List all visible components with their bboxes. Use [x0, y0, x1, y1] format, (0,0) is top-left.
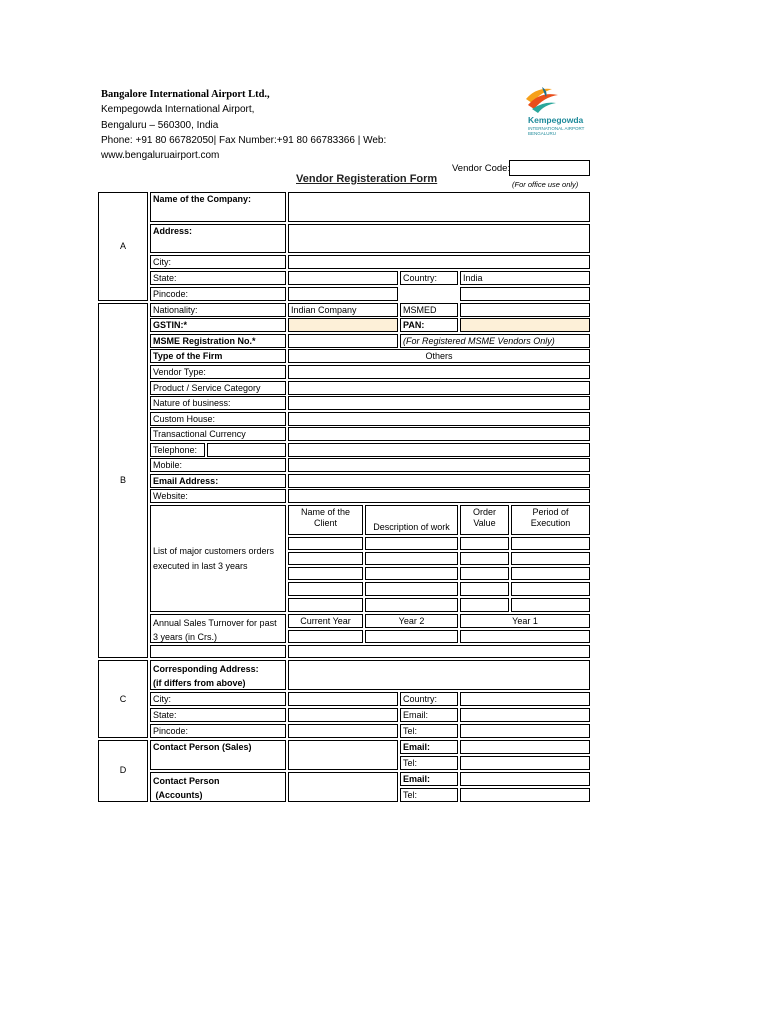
customer-cell[interactable] [511, 598, 590, 612]
currency-label: Transactional Currency [150, 427, 286, 441]
sales-tel-label: Tel: [400, 756, 458, 770]
pincode-extra-field[interactable] [460, 287, 590, 301]
firm-type-field[interactable]: Others [288, 349, 590, 363]
mobile-label: Mobile: [150, 458, 286, 472]
order-value-header: Order Value [460, 505, 509, 535]
address-line-1: Kempegowda International Airport, [101, 104, 255, 115]
firm-type-label: Type of the Firm [150, 349, 286, 363]
telephone-label: Telephone: [150, 443, 205, 457]
period-header: Period of Execution [511, 505, 590, 535]
website-line: www.bengaluruairport.com [101, 150, 220, 161]
customer-cell[interactable] [288, 567, 363, 580]
logo-swoosh-icon [522, 85, 562, 115]
client-name-header: Name of the Client [288, 505, 363, 535]
corr-city-field[interactable] [288, 692, 398, 706]
customer-cell[interactable] [288, 552, 363, 565]
accounts-tel-field[interactable] [460, 788, 590, 802]
corr-address-field[interactable] [288, 660, 590, 690]
msmed-label: MSMED [400, 303, 458, 317]
company-name-label: Name of the Company: [150, 192, 286, 222]
company-name-field[interactable] [288, 192, 590, 222]
office-use-note: (For office use only) [512, 180, 579, 189]
customer-cell[interactable] [365, 552, 458, 565]
vendor-form [97, 191, 591, 803]
state-field[interactable] [288, 271, 398, 285]
accounts-email-label: Email: [400, 772, 458, 786]
pincode-field[interactable] [288, 287, 398, 301]
logo-subtitle: INTERNATIONAL AIRPORT BENGALURU [528, 126, 585, 136]
corr-state-field[interactable] [288, 708, 398, 722]
organization-name: Bangalore International Airport Ltd., [101, 89, 270, 100]
customer-cell[interactable] [288, 582, 363, 596]
telephone-code-field[interactable] [207, 443, 286, 457]
contact-accounts-field[interactable] [288, 772, 398, 802]
form-title: Vendor Registeration Form [296, 173, 438, 185]
customer-cell[interactable] [460, 582, 509, 596]
customer-cell[interactable] [511, 537, 590, 550]
section-a-label: A [119, 241, 126, 251]
customer-cell[interactable] [288, 537, 363, 550]
contact-sales-field[interactable] [288, 740, 398, 770]
city-field[interactable] [288, 255, 590, 269]
address-field[interactable] [288, 224, 590, 253]
customer-cell[interactable] [460, 567, 509, 580]
turnover-label: Annual Sales Turnover for past 3 years (in Crs.) [150, 614, 286, 643]
current-year-header: Current Year [288, 614, 363, 628]
custom-house-field[interactable] [288, 412, 590, 426]
customer-cell[interactable] [511, 567, 590, 580]
sales-email-label: Email: [400, 740, 458, 754]
contact-accounts-label [150, 772, 286, 802]
corr-tel-label: Tel: [400, 724, 458, 738]
corr-pincode-field[interactable] [288, 724, 398, 738]
blank-row-left [150, 645, 286, 658]
msme-reg-field[interactable] [288, 334, 398, 348]
current-year-field[interactable] [288, 630, 363, 643]
country-label: Country: [400, 271, 458, 285]
email-address-field[interactable] [288, 474, 590, 488]
customer-cell[interactable] [288, 598, 363, 612]
pan-label: PAN: [400, 318, 458, 332]
major-customers-label [150, 505, 286, 612]
contact-accounts-line1: Contact Person [153, 776, 220, 786]
year2-header: Year 2 [365, 614, 458, 628]
year1-field[interactable] [460, 630, 590, 643]
blank-row-right[interactable] [288, 645, 590, 658]
customer-cell[interactable] [365, 582, 458, 596]
customer-cell[interactable] [511, 552, 590, 565]
section-d-label: D [119, 765, 127, 775]
accounts-tel-label: Tel: [400, 788, 458, 802]
email-address-label: Email Address: [150, 474, 286, 488]
gstin-label: GSTIN:* [150, 318, 286, 332]
year1-header: Year 1 [460, 614, 590, 628]
corr-email-label: Email: [400, 708, 458, 722]
year2-field[interactable] [365, 630, 458, 643]
address-label: Address: [150, 224, 286, 253]
msme-note: (For Registered MSME Vendors Only) [400, 334, 590, 348]
logo-brand-text: Kempegowda [528, 115, 584, 125]
product-category-field[interactable] [288, 381, 590, 395]
corr-address-note: (if differs from above) [153, 678, 246, 688]
state-label: State: [150, 271, 286, 285]
address-line-2: Bengaluru – 560300, India [101, 120, 219, 131]
sales-email-field[interactable] [460, 740, 590, 754]
vendor-code-label: Vendor Code: [452, 163, 511, 174]
pan-field[interactable] [460, 318, 590, 332]
currency-field[interactable] [288, 427, 590, 441]
contact-sales-label: Contact Person (Sales) [150, 740, 286, 770]
product-category-label: Product / Service Category [150, 381, 286, 395]
kempegowda-logo [516, 85, 596, 145]
corr-pincode-label: Pincode: [150, 724, 286, 738]
nationality-label: Nationality: [150, 303, 286, 317]
website-label: Website: [150, 489, 286, 503]
telephone-field[interactable] [288, 443, 590, 457]
nationality-field[interactable]: Indian Company [288, 303, 398, 317]
country-field[interactable]: India [460, 271, 590, 285]
customer-cell[interactable] [460, 537, 509, 550]
customer-cell[interactable] [460, 552, 509, 565]
contact-line: Phone: +91 80 66782050| Fax Number:+91 80 66783366 | Web: [101, 135, 387, 146]
corr-address-label [150, 660, 286, 690]
corr-state-label: State: [150, 708, 286, 722]
vendor-type-label: Vendor Type: [150, 365, 286, 379]
section-b-label: B [119, 475, 126, 485]
gstin-field[interactable] [288, 318, 398, 332]
vendor-code-input[interactable] [509, 160, 590, 176]
contact-accounts-line2: (Accounts) [153, 790, 203, 800]
mobile-field[interactable] [288, 458, 590, 472]
corr-address-title: Corresponding Address: [153, 664, 259, 674]
customer-cell[interactable] [365, 567, 458, 580]
sales-tel-field[interactable] [460, 756, 590, 770]
custom-house-label: Custom House: [150, 412, 286, 426]
corr-tel-field[interactable] [460, 724, 590, 738]
nature-business-field[interactable] [288, 396, 590, 410]
customer-cell[interactable] [511, 582, 590, 596]
work-desc-header: Description of work [365, 505, 458, 535]
msme-reg-label: MSME Registration No.* [150, 334, 286, 348]
msmed-field[interactable] [460, 303, 590, 317]
corr-country-label: Country: [400, 692, 458, 706]
corr-email-field[interactable] [460, 708, 590, 722]
website-field[interactable] [288, 489, 590, 503]
city-label: City: [150, 255, 286, 269]
customer-cell[interactable] [365, 537, 458, 550]
customer-cell[interactable] [365, 598, 458, 612]
customer-cell[interactable] [460, 598, 509, 612]
major-customers-text: List of major customers orders executed in last 3 years [153, 545, 275, 571]
corr-country-field[interactable] [460, 692, 590, 706]
pincode-label: Pincode: [150, 287, 286, 301]
corr-city-label: City: [150, 692, 286, 706]
accounts-email-field[interactable] [460, 772, 590, 786]
section-c-label: C [119, 694, 127, 704]
vendor-type-field[interactable] [288, 365, 590, 379]
nature-business-label: Nature of business: [150, 396, 286, 410]
